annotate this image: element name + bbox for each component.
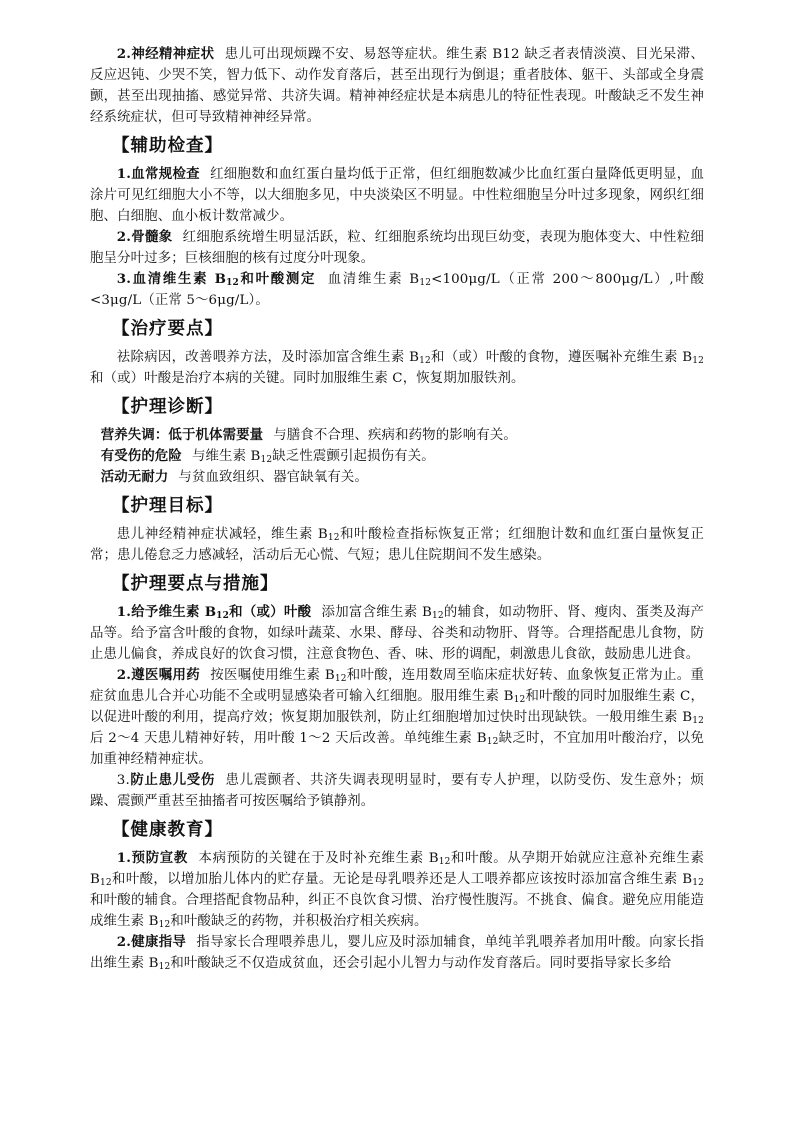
item-title: 营养失调：低于机体需要量 — [100, 427, 264, 443]
text-segment: 按医嘱使用维生素 B — [210, 668, 335, 683]
text-segment: 患儿神经精神症状减轻，维生素 B — [116, 527, 328, 542]
subscript: 12 — [158, 962, 171, 972]
diagnosis-item — [90, 446, 704, 467]
text-segment: 后 2～4 天患儿精神好转，用叶酸 1～2 天后改善。单纯维生素 B — [90, 731, 487, 746]
item-text: 添加富含维生素 B — [321, 605, 432, 620]
subscript: 12 — [692, 878, 704, 888]
subscript: 12 — [226, 278, 239, 288]
subscript: 12 — [260, 455, 273, 465]
text-segment: 和（或）叶酸的食物，遵医嘱补充维生素 B — [430, 350, 693, 365]
section-heading-nursing-goals: 【护理目标】 — [112, 496, 223, 516]
text-segment: 和叶酸的同时加服维生素 C，以促进叶酸的利用，提高疗效；恢复期加服铁剂，防止红细胞增加过快时出现缺铁。一般用维生素 B — [90, 689, 704, 725]
measure-item-supplement — [90, 602, 704, 665]
section-heading-nursing-measures: 【护理要点与措施】 — [112, 574, 279, 594]
item-number: 3. — [116, 271, 132, 287]
measure-item-medication — [90, 665, 704, 770]
item-number: 1. — [116, 604, 132, 620]
subscript: 12 — [692, 356, 704, 366]
subscript: 12 — [513, 695, 526, 705]
diagnosis-item — [90, 467, 704, 488]
text-segment: 和叶酸缺乏不仅造成贫血，还会引起小儿智力与动作发育落后。同时要指导家长多给 — [170, 956, 672, 971]
item-text-tail: <100μg/L（正常 200～800μg/L）,叶酸<3μg/L（正常 5～6μg/L）。 — [90, 272, 705, 308]
item-title: 神经精神症状 — [131, 46, 215, 62]
item-title: 给予维生素 B — [131, 604, 217, 620]
item-title: 活动无耐力 — [100, 469, 169, 485]
item-number: 1. — [116, 166, 132, 182]
text-segment: 和叶酸检查指标恢复正常；红细胞计数和血红蛋白量恢复正常；患儿倦怠乏力感减轻，活动后无心慌、气短；患儿住院期间不发生感染。 — [90, 527, 705, 563]
text-segment: 缺乏时，不宜加用叶酸治疗，以免加重神经精神症状。 — [90, 731, 704, 767]
item-title: 防止患儿受伤 — [129, 772, 215, 788]
subscript: 12 — [438, 857, 451, 867]
section-heading-aux-exam: 【辅助检查】 — [112, 136, 223, 156]
text-segment: 和叶酸的辅食。合理搭配食物品种，纠正不良饮食习惯、治疗慢性腹泻。不挑食、偏食。避免应用能造成维生素 B — [90, 893, 704, 929]
item-title: 预防宣教 — [131, 850, 188, 866]
item-title: 血常规检查 — [131, 166, 200, 182]
treatment-paragraph — [90, 347, 704, 389]
item-text: 血清维生素 B — [326, 272, 420, 287]
subscript: 12 — [486, 737, 499, 747]
goals-paragraph — [90, 524, 704, 566]
text-segment: 和叶酸。从孕期开始就应注意补充维生素 B — [90, 851, 704, 887]
item-title: 有受伤的危险 — [100, 448, 182, 464]
item-title-tail: 和叶酸测定 — [238, 271, 317, 287]
edu-item-guidance — [90, 932, 704, 974]
subscript: 12 — [419, 278, 432, 288]
aux-item-serum-test — [90, 269, 704, 311]
neuro-symptoms-paragraph — [90, 44, 704, 128]
diagnosis-item — [90, 425, 704, 446]
section-heading-treatment: 【治疗要点】 — [112, 319, 223, 339]
item-number: 3. — [116, 773, 130, 788]
item-text: 红细胞数和血红蛋白量均低于正常，但红细胞数减少比血红蛋白量降低更明显，血涂片可见红细胞大小不等，以大细胞多见，中央淡染区不明显。中性粒细胞呈分叶过多现象，网织红细胞、白细胞、血小板计数常减少。 — [90, 167, 704, 224]
section-heading-nursing-diagnosis: 【护理诊断】 — [112, 397, 223, 417]
item-title: 遵医嘱用药 — [131, 667, 201, 683]
item-number: 2. — [116, 667, 132, 683]
item-number: 2. — [116, 229, 132, 245]
subscript: 12 — [692, 716, 704, 726]
text-segment: 和叶酸，以增加胎儿体内的贮存量。无论是母乳喂养还是人工喂养都应该按时添加富含维生素 B — [111, 872, 693, 887]
text-segment: 和叶酸缺乏的药物，并积极治疗相关疾病。 — [170, 914, 428, 929]
subscript: 12 — [334, 674, 347, 684]
subscript: 12 — [100, 878, 112, 888]
item-text: 患儿可出现烦躁不安、易怒等症状。维生素 B12 缺乏者表情淡漠、目光呆滞、反应迟钝、少哭不笑，智力低下、动作发育落后，甚至出现行为倒退；重者肢体、躯干、头部或全身震颤，甚至出现抽搐、感觉异常、共济失调。精神神经症状是本病患儿的特征性表现。叶酸缺乏不发生神经系统症状，但可导致精神神经异常。 — [90, 47, 704, 125]
item-number: 2. — [116, 46, 132, 62]
text-segment: 和（或）叶酸是治疗本病的关键。同时加服维生素 C，恢复期加服铁剂。 — [90, 371, 525, 386]
item-text: 与膳食不合理、疾病和药物的影响有关。 — [273, 428, 517, 443]
subscript: 12 — [327, 533, 340, 543]
section-heading-health-education: 【健康教育】 — [112, 820, 223, 840]
subscript: 12 — [158, 920, 171, 930]
aux-item-blood-routine — [90, 164, 704, 227]
item-text: 红细胞系统增生明显活跃，粒、红细胞系统均出现巨幼变，表现为胞体变大、中性粒细胞呈分叶过多；巨核细胞的核有过度分叶现象。 — [90, 230, 705, 266]
text-segment: 本病预防的关键在于及时补充维生素 B — [197, 851, 439, 866]
item-title-tail: 和（或）叶酸 — [229, 604, 312, 620]
item-title: 骨髓象 — [131, 229, 173, 245]
item-text: 患儿震颤者、共济失调表现明显时，要有专人护理，以防受伤、发生意外；烦躁、震颤严重甚至抽搐者可按医嘱给予镇静剂。 — [90, 773, 704, 809]
measure-item-injury-prevention — [90, 770, 704, 812]
edu-item-prevention — [90, 848, 704, 932]
aux-item-bone-marrow — [90, 227, 704, 269]
subscript: 12 — [431, 611, 444, 621]
item-title: 健康指导 — [131, 934, 187, 950]
text-segment: 指导家长合理喂养患儿，婴儿应及时添加辅食，单纯羊乳喂养者加用叶酸。向家长指出维生素 B — [90, 935, 704, 971]
text-segment: 祛除病因，改善喂养方法，及时添加富含维生素 B — [116, 350, 420, 365]
item-text: 与贫血致组织、器官缺氧有关。 — [178, 470, 368, 485]
item-text-tail: 的辅食，如动物肝、肾、瘦肉、蛋类及海产品等。给予富含叶酸的食物，如绿叶蔬菜、水果、酵母、谷类和动物肝、肾等。合理搭配患儿食物，防止患儿偏食，养成良好的饮食习惯，注意食物色、香、味、形的调配，刺激患儿食欲，鼓励患儿进食。 — [90, 605, 705, 662]
item-text: 与维生素 B — [191, 449, 261, 464]
text-segment: 和叶酸，连用数周至临床症状好转、血象恢复正常为止。重症贫血患儿合并心功能不全或明显感染者可输入红细胞。服用维生素 B — [90, 668, 705, 704]
subscript: 12 — [419, 356, 431, 366]
item-number: 1. — [116, 850, 132, 866]
item-title: 血清维生素 B — [131, 271, 227, 287]
item-number: 2. — [116, 934, 132, 950]
item-text-tail: 缺乏性震颤引起损伤有关。 — [272, 449, 435, 464]
subscript: 12 — [216, 611, 229, 621]
